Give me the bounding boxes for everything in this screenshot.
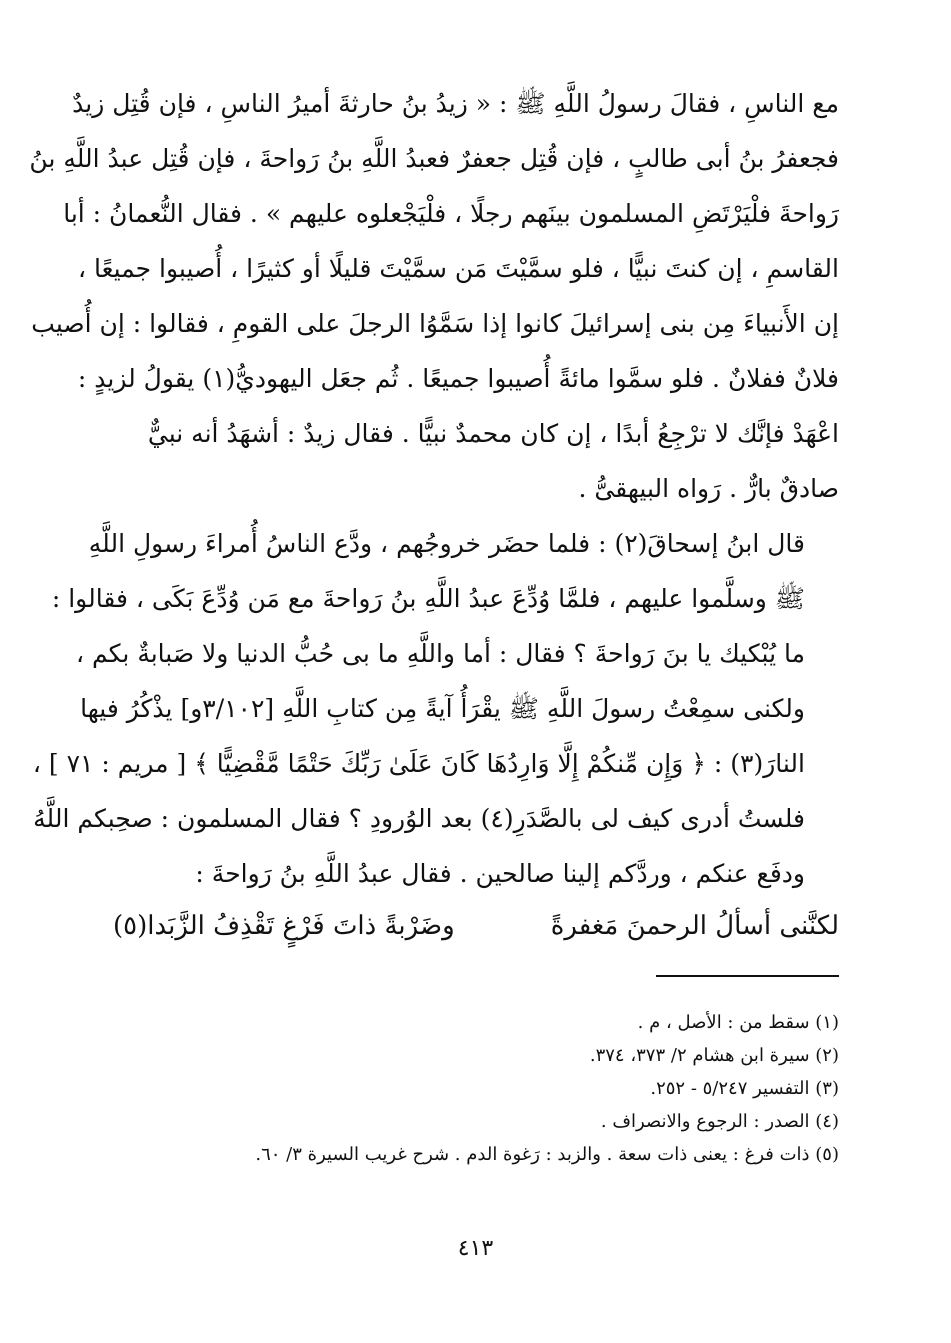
text-line: قال ابنُ إسحاقَ(٢) : فلما حضَر خروجُهم ، ودَّع الناسُ أُمراءَ رسولِ اللَّهِ	[88, 529, 805, 558]
footnotes	[113, 1006, 839, 1171]
text-line: ودفَع عنكم ، وردَّكم إلينا صالحين . فقال عبدُ اللَّهِ بنُ رَواحةَ :	[195, 859, 805, 888]
verse-second-hemistich: وضَرْبةً ذاتَ فَرْغٍ تَقْذِفُ الزَّبَدا(٥)	[113, 911, 455, 941]
text-line: مع الناسِ ، فقالَ رسولُ اللَّهِ ﷺ : « زيدُ بنُ حارثةَ أميرُ الناسِ ، فإن قُتِل زيدٌ	[72, 89, 839, 118]
text-line: فجعفرُ بنُ أبى طالبٍ ، فإن قُتِل جعفرٌ فعبدُ اللَّهِ بنُ رَواحةَ ، فإن قُتِل عبدُ اللَّهِ بنُ	[29, 144, 839, 173]
footnote-separator	[656, 975, 839, 977]
footnote-item: (١) سقط من : الأصل ، م .	[637, 1012, 839, 1033]
paragraph-1	[29, 76, 839, 516]
verse-first-hemistich: لكنَّنى أسألُ الرحمنَ مَغفرةً	[550, 911, 839, 941]
footnote-item: (٤) الصدر : الرجوع والانصراف .	[600, 1111, 839, 1132]
text-line: ما يُبْكيك يا بنَ رَواحةَ ؟ فقال : أما واللَّهِ ما بى حُبُّ الدنيا ولا صَبابةٌ بكم ،	[75, 639, 805, 668]
text-line: فلستُ أدرى كيف لى بالصَّدَرِ(٤) بعد الوُرودِ ؟ فقال المسلمون : صحِبكم اللَّهُ	[33, 804, 805, 833]
text-line: النارَ(٣) : ﴿ وَإِن مِّنكُمْ إِلَّا وَارِدُهَا كَانَ عَلَىٰ رَبِّكَ حَتْمًا مَّقْضِيًّا ﴾ [ مريم : ٧١ ] ،	[32, 749, 805, 778]
text-line: ولكنى سمِعْتُ رسولَ اللَّهِ ﷺ يقْرَأُ آيةً مِن كتابِ اللَّهِ [٣/١٠٢و] يذْكُرُ فيها	[80, 694, 805, 723]
text-line: إن الأَنبياءَ مِن بنى إسرائيلَ كانوا إذا سَمَّوُا الرجلَ على القومِ ، فقالوا : إن أُصيب	[31, 309, 839, 338]
paragraph-2	[32, 516, 839, 901]
footnote-item: (٢) سيرة ابن هشام ٢/ ٣٧٣، ٣٧٤.	[589, 1045, 839, 1066]
text-line: القاسمِ ، إن كنتَ نبيًّا ، فلو سمَّيْتَ مَن سمَّيْتَ قليلًا أو كثيرًا ، أُصيبوا جميعًا ،	[77, 254, 839, 283]
text-line: فلانٌ ففلانٌ . فلو سمَّوا مائةً أُصيبوا جميعًا . ثُم جعَل اليهوديُّ(١) يقولُ لزيدٍ :	[77, 364, 839, 393]
footnote-item: (٣) التفسير ٥/٢٤٧ - ٢٥٢.	[650, 1078, 839, 1099]
text-line: رَواحةَ فلْيَرْتَضِ المسلمون بينَهم رجلًا ، فلْيَجْعلوه عليهم » . فقال النُّعمانُ : أبا	[63, 199, 839, 228]
footnote-item: (٥) ذات فرغ : يعنى ذات سعة . والزبد : رَغوة الدم . شرح غريب السيرة ٣/ ٦٠.	[255, 1144, 839, 1165]
text-line: اعْهَدْ فإنَّك لا ترْجِعُ أبدًا ، إن كان محمدٌ نبيًّا . فقال زيدٌ : أشهَدُ أنه نبيٌّ	[147, 419, 839, 448]
text-line: ﷺ وسلَّموا عليهم ، فلمَّا وُدِّعَ عبدُ اللَّهِ بنُ رَواحةَ مع مَن وُدِّعَ بَكَى ، فقالوا :	[51, 584, 805, 613]
poetry-verse	[113, 896, 839, 956]
page-number: ٤١٣	[457, 1236, 494, 1261]
text-line: صادقٌ بارٌّ . رَواه البيهقىُّ .	[578, 474, 839, 503]
